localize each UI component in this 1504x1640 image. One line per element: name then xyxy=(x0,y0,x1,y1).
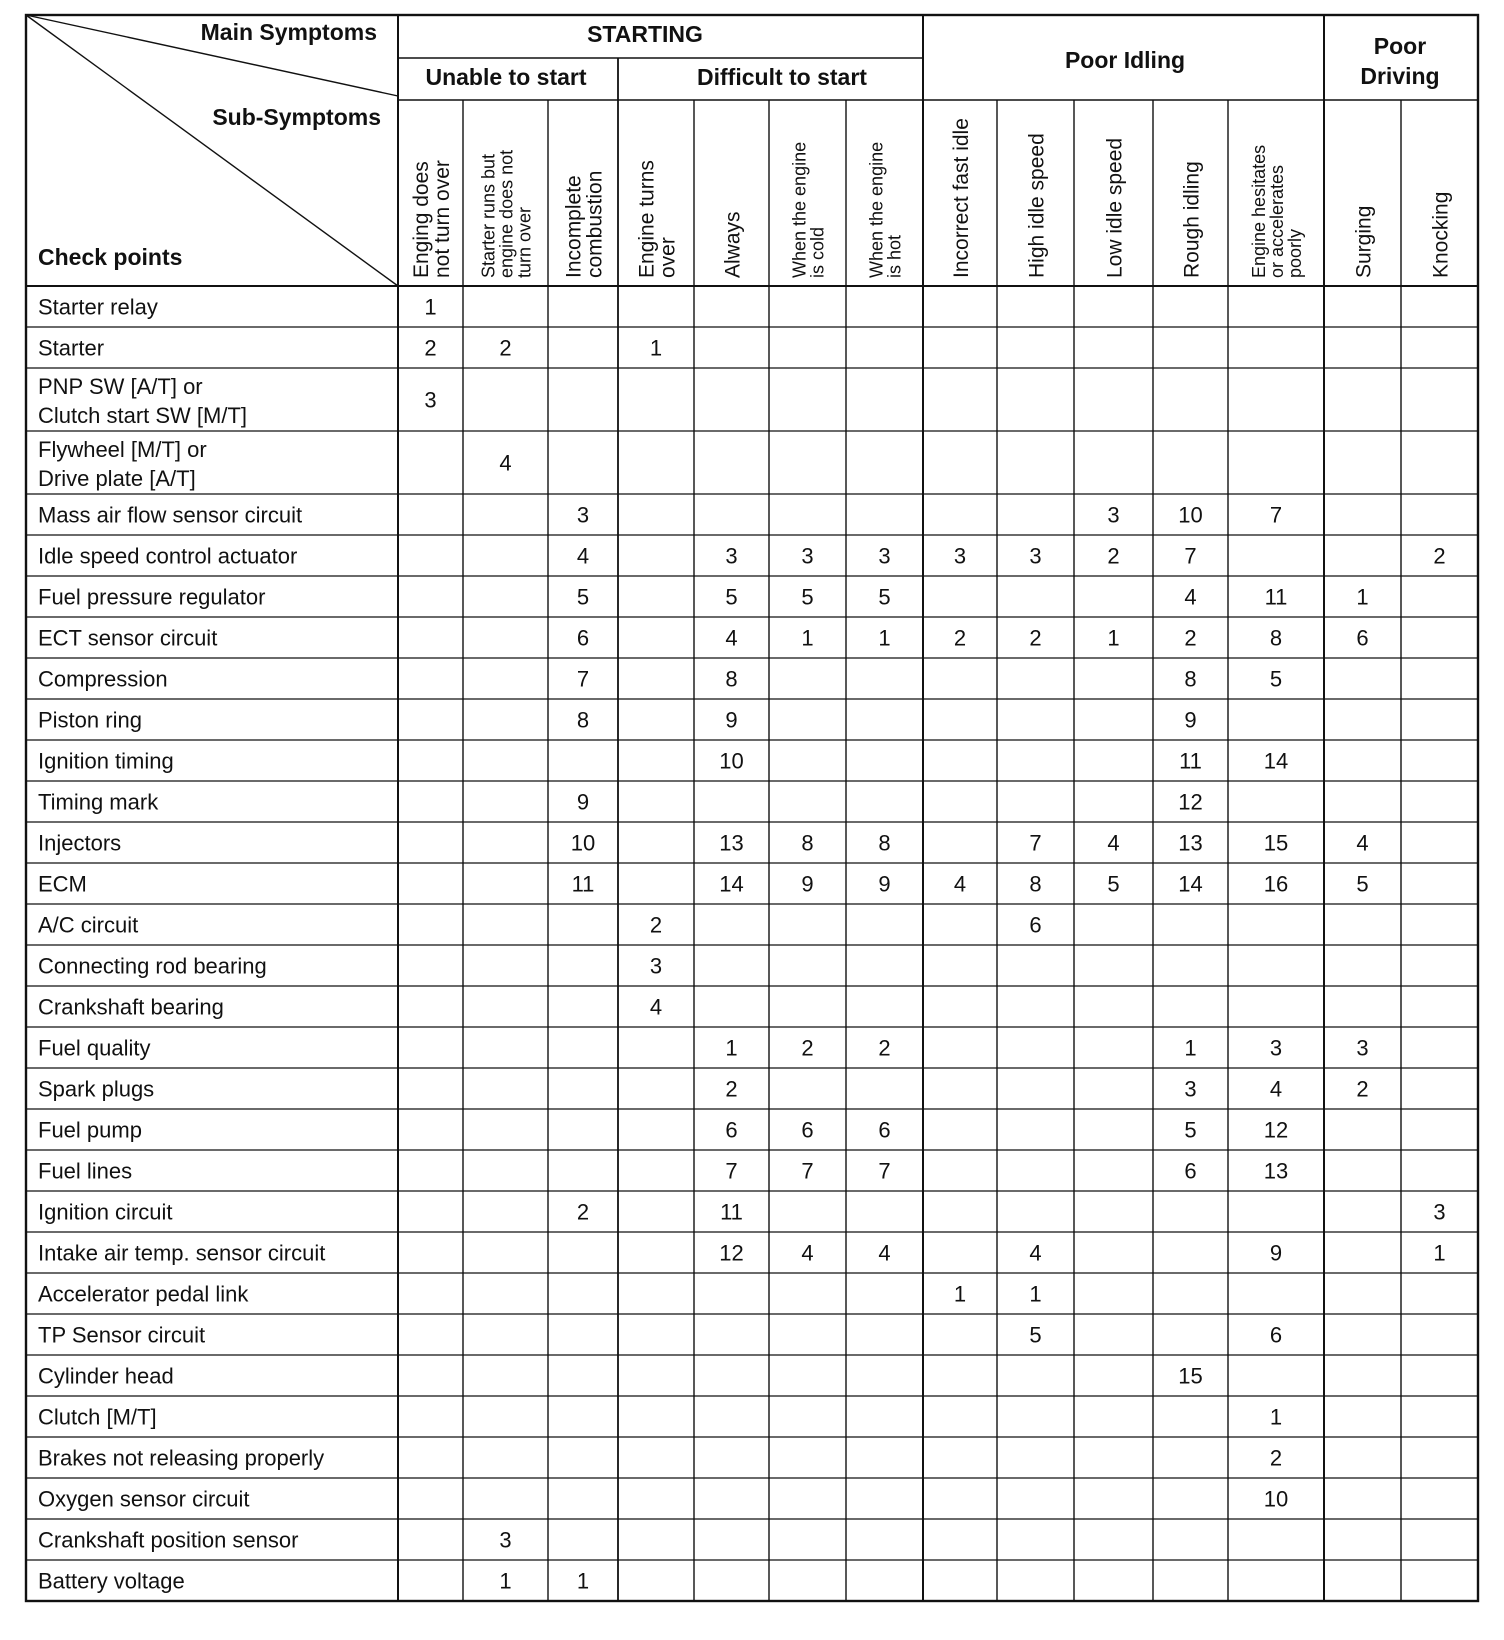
column-header: Surging xyxy=(1352,205,1376,278)
priority-cell: 5 xyxy=(1184,1117,1197,1143)
column-header: Engine hesitates xyxy=(1249,144,1269,278)
column-header: High idle speed xyxy=(1025,133,1049,278)
priority-cell: 8 xyxy=(1269,625,1283,651)
priority-cell: 12 xyxy=(1178,789,1203,815)
check-point-label: A/C circuit xyxy=(38,912,139,938)
priority-cell: 4 xyxy=(649,994,663,1020)
priority-cell: 2 xyxy=(725,1076,738,1102)
check-point-label: Spark plugs xyxy=(38,1076,155,1102)
priority-cell: 3 xyxy=(1433,1199,1446,1225)
priority-cell: 3 xyxy=(1356,1035,1369,1061)
check-point-label: Fuel pressure regulator xyxy=(38,584,266,610)
priority-cell: 7 xyxy=(725,1158,738,1184)
priority-cell: 5 xyxy=(1029,1322,1042,1348)
check-point-label: Injectors xyxy=(38,830,122,856)
check-point-label: TP Sensor circuit xyxy=(38,1322,206,1348)
check-point-label: Starter relay xyxy=(38,294,158,320)
column-header: Engine turns xyxy=(635,160,659,278)
main-group-poor-driving: Driving xyxy=(1360,63,1440,89)
priority-cell: 12 xyxy=(1263,1117,1289,1143)
priority-cell: 5 xyxy=(1107,871,1120,897)
priority-cell: 7 xyxy=(576,666,590,692)
priority-cell: 2 xyxy=(878,1035,891,1061)
check-point-label: Compression xyxy=(38,666,168,692)
check-point-label: Crankshaft bearing xyxy=(38,994,224,1020)
priority-cell: 9 xyxy=(878,871,891,897)
column-header: engine does not xyxy=(496,149,517,278)
priority-cell: 3 xyxy=(649,953,663,979)
priority-cell: 7 xyxy=(1269,502,1283,528)
priority-cell: 6 xyxy=(1356,625,1369,651)
column-header: combustion xyxy=(583,170,607,278)
check-point-label: Accelerator pedal link xyxy=(38,1281,249,1307)
priority-cell: 9 xyxy=(576,789,590,815)
sub-group-difficult-to-start: Difficult to start xyxy=(697,64,867,90)
priority-cell: 8 xyxy=(1029,871,1042,897)
priority-cell: 3 xyxy=(878,543,891,569)
priority-cell: 2 xyxy=(1184,625,1197,651)
priority-cell: 1 xyxy=(878,625,891,651)
column-header: When the engine xyxy=(789,141,810,278)
priority-cell: 1 xyxy=(1029,1281,1042,1307)
check-point-label: Clutch start SW [M/T] xyxy=(38,403,248,428)
corner-check-points: Check points xyxy=(38,244,183,270)
column-header: is hot xyxy=(884,234,905,278)
priority-cell: 11 xyxy=(1179,748,1202,774)
column-header: Low idle speed xyxy=(1103,137,1127,278)
main-group-starting: STARTING xyxy=(587,21,703,47)
priority-cell: 11 xyxy=(1264,584,1288,610)
priority-cell: 14 xyxy=(719,871,744,897)
priority-cell: 6 xyxy=(576,625,590,651)
check-point-label: Piston ring xyxy=(38,707,142,733)
priority-cell: 1 xyxy=(499,1568,512,1594)
column-header: Incomplete xyxy=(562,175,586,278)
priority-cell: 4 xyxy=(499,450,512,476)
priority-cell: 7 xyxy=(801,1158,814,1184)
priority-cell: 1 xyxy=(424,294,437,320)
check-point-label: Timing mark xyxy=(38,789,159,815)
priority-cell: 7 xyxy=(878,1158,891,1184)
column-header: poorly xyxy=(1285,228,1305,278)
priority-cell: 4 xyxy=(1356,830,1369,856)
priority-cell: 5 xyxy=(1269,666,1283,692)
check-point-label: Oxygen sensor circuit xyxy=(38,1486,250,1512)
corner-main-symptoms: Main Symptoms xyxy=(200,19,377,45)
check-point-label: ECM xyxy=(38,871,87,897)
priority-cell: 2 xyxy=(953,625,967,651)
check-point-label: Starter xyxy=(38,335,105,361)
main-group-poor-driving: Poor xyxy=(1373,33,1427,59)
priority-cell: 2 xyxy=(649,912,663,938)
column-header: not turn over xyxy=(431,160,454,278)
priority-cell: 9 xyxy=(1184,707,1197,733)
priority-cell: 2 xyxy=(1029,625,1042,651)
priority-cell: 1 xyxy=(1184,1035,1197,1061)
check-point-label: Fuel quality xyxy=(38,1035,151,1061)
priority-cell: 13 xyxy=(719,830,744,856)
priority-cell: 2 xyxy=(424,335,437,361)
priority-cell: 1 xyxy=(649,335,663,361)
priority-cell: 3 xyxy=(576,502,590,528)
column-header: Starter runs but xyxy=(478,153,499,278)
priority-cell: 2 xyxy=(801,1035,814,1061)
priority-cell: 8 xyxy=(1184,666,1197,692)
priority-cell: 14 xyxy=(1178,871,1203,897)
priority-cell: 7 xyxy=(1184,543,1197,569)
priority-cell: 4 xyxy=(1107,830,1120,856)
corner-sub-symptoms: Sub-Symptoms xyxy=(212,104,381,130)
priority-cell: 3 xyxy=(424,387,437,413)
column-header: over xyxy=(656,237,680,278)
priority-cell: 10 xyxy=(1178,502,1203,528)
priority-cell: 8 xyxy=(878,830,891,856)
column-headers xyxy=(410,118,1453,278)
check-point-label: Connecting rod bearing xyxy=(38,953,267,979)
priority-cell: 10 xyxy=(1263,1486,1289,1512)
column-header: is cold xyxy=(807,226,828,278)
check-point-label: Idle speed control actuator xyxy=(38,543,298,569)
check-point-label: Ignition circuit xyxy=(38,1199,173,1225)
check-point-label: Drive plate [A/T] xyxy=(38,466,196,491)
priority-cell: 15 xyxy=(1263,830,1289,856)
priority-cell: 1 xyxy=(1356,584,1369,610)
priority-cell: 6 xyxy=(1184,1158,1197,1184)
column-header: Always xyxy=(721,211,745,278)
priority-cell: 5 xyxy=(878,584,891,610)
priority-cell: 1 xyxy=(1269,1404,1283,1430)
priority-cell: 1 xyxy=(576,1568,590,1594)
check-point-label: Cylinder head xyxy=(38,1363,174,1389)
priority-cell: 4 xyxy=(725,625,738,651)
column-header: When the engine xyxy=(866,141,887,278)
priority-cell: 2 xyxy=(499,335,512,361)
priority-cell: 10 xyxy=(719,748,744,774)
priority-cell: 4 xyxy=(1269,1076,1283,1102)
priority-cell: 5 xyxy=(1356,871,1369,897)
priority-cell: 8 xyxy=(725,666,738,692)
priority-cell: 11 xyxy=(571,871,595,897)
priority-cell: 6 xyxy=(801,1117,814,1143)
priority-cell: 4 xyxy=(801,1240,814,1266)
check-point-label: Mass air flow sensor circuit xyxy=(38,502,303,528)
priority-cell: 4 xyxy=(576,543,590,569)
priority-cell: 3 xyxy=(1107,502,1120,528)
priority-cell: 3 xyxy=(953,543,967,569)
priority-cell: 9 xyxy=(1269,1240,1283,1266)
check-point-label: Flywheel [M/T] or xyxy=(38,437,207,462)
priority-cell: 6 xyxy=(1269,1322,1283,1348)
priority-cell: 14 xyxy=(1263,748,1289,774)
priority-cell: 1 xyxy=(801,625,814,651)
column-header: Enging does xyxy=(410,161,433,278)
main-group-poor-idling: Poor Idling xyxy=(1064,47,1186,73)
priority-cell: 12 xyxy=(719,1240,744,1266)
priority-cell: 2 xyxy=(1269,1445,1283,1471)
priority-cell: 3 xyxy=(499,1527,512,1553)
check-point-label: Brakes not releasing properly xyxy=(38,1445,325,1471)
priority-cell: 2 xyxy=(576,1199,590,1225)
priority-cell: 8 xyxy=(801,830,814,856)
priority-cell: 3 xyxy=(801,543,814,569)
priority-cell: 9 xyxy=(725,707,738,733)
priority-cell: 9 xyxy=(801,871,814,897)
priority-cell: 13 xyxy=(1178,830,1203,856)
priority-cell: 5 xyxy=(801,584,814,610)
priority-cell: 15 xyxy=(1178,1363,1203,1389)
sub-group-unable-to-start: Unable to start xyxy=(425,64,587,90)
check-point-label: Clutch [M/T] xyxy=(38,1404,157,1430)
priority-cell: 2 xyxy=(1356,1076,1369,1102)
priority-cell: 1 xyxy=(1433,1240,1446,1266)
priority-cell: 3 xyxy=(1029,543,1042,569)
priority-cell: 8 xyxy=(576,707,590,733)
priority-cell: 7 xyxy=(1029,830,1042,856)
priority-cell: 4 xyxy=(878,1240,891,1266)
priority-cell: 4 xyxy=(953,871,967,897)
check-point-label: PNP SW [A/T] or xyxy=(38,374,203,399)
priority-cell: 4 xyxy=(1029,1240,1042,1266)
check-point-label: Battery voltage xyxy=(38,1568,185,1594)
priority-cell: 2 xyxy=(1433,543,1446,569)
priority-cell: 13 xyxy=(1263,1158,1289,1184)
priority-cell: 11 xyxy=(720,1199,743,1225)
priority-cell: 3 xyxy=(1184,1076,1197,1102)
priority-cell: 3 xyxy=(1269,1035,1283,1061)
table-body xyxy=(38,295,1446,1594)
priority-cell: 1 xyxy=(953,1281,967,1307)
priority-cell: 6 xyxy=(878,1117,891,1143)
priority-cell: 4 xyxy=(1184,584,1197,610)
priority-cell: 5 xyxy=(576,584,590,610)
check-point-label: Intake air temp. sensor circuit xyxy=(38,1240,326,1266)
check-point-label: Fuel pump xyxy=(38,1117,142,1143)
priority-cell: 6 xyxy=(725,1117,738,1143)
check-point-label: Crankshaft position sensor xyxy=(38,1527,299,1553)
priority-cell: 1 xyxy=(1107,625,1120,651)
priority-cell: 16 xyxy=(1263,871,1289,897)
column-header: Incorrect fast idle xyxy=(950,118,973,278)
check-point-label: ECT sensor circuit xyxy=(38,625,218,651)
column-header: turn over xyxy=(514,206,535,278)
priority-cell: 1 xyxy=(725,1035,738,1061)
priority-cell: 6 xyxy=(1029,912,1042,938)
column-header: Rough idling xyxy=(1180,161,1204,278)
check-point-label: Fuel lines xyxy=(38,1158,133,1184)
priority-cell: 10 xyxy=(570,830,596,856)
priority-cell: 5 xyxy=(725,584,738,610)
column-header: or accelerates xyxy=(1267,164,1287,278)
column-header: Knocking xyxy=(1429,191,1453,278)
priority-cell: 3 xyxy=(725,543,738,569)
check-point-label: Ignition timing xyxy=(38,748,174,774)
priority-cell: 2 xyxy=(1107,543,1120,569)
